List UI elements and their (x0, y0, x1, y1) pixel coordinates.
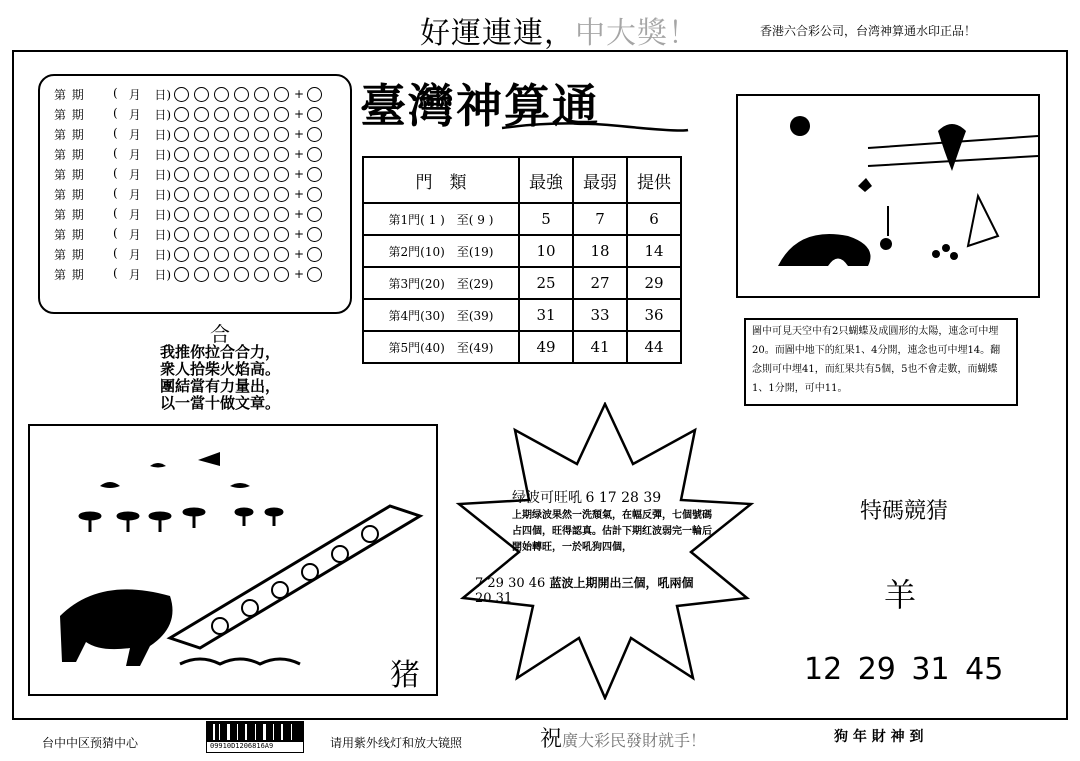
weak-cell: 7 (573, 203, 627, 235)
draw-row-label-part: 月 (128, 147, 141, 162)
draw-row-label-part: 期 (71, 187, 84, 202)
number-circle (234, 167, 249, 182)
poem-line: 衆人拾柴火焰高。 (160, 360, 281, 378)
draw-row-label-part: 第 (54, 207, 67, 222)
number-circle (194, 227, 209, 242)
number-circle (274, 167, 289, 182)
draw-row-label-part: 月 (128, 87, 141, 102)
draw-row-label-part: 第 (54, 247, 67, 262)
special-number-circle (307, 147, 322, 162)
special-number-circle (307, 187, 322, 202)
draw-row-label-part: 月 (128, 267, 141, 282)
draw-row (54, 204, 327, 224)
fruit-icon (880, 238, 892, 250)
draw-row-label-part: 第 (54, 107, 67, 122)
number-circle (274, 147, 289, 162)
weak-cell: 33 (573, 299, 627, 331)
table-row (363, 331, 681, 363)
plus-sign: + (294, 107, 305, 121)
draw-row-label-part: 期 (71, 207, 84, 222)
pig-label: 猪 (390, 658, 420, 693)
draw-row-label-part: 期 (71, 107, 84, 122)
number-circle (254, 167, 269, 182)
number-board (170, 506, 420, 648)
special-number-circle (307, 207, 322, 222)
number-circle (274, 267, 289, 282)
draw-row-label-part: ( (113, 125, 118, 140)
page-title: 臺灣神算通 (360, 79, 600, 133)
number-circle (234, 147, 249, 162)
draw-row-label-part: ( (113, 225, 118, 240)
draw-row-label-part: 日) (154, 127, 172, 142)
provide-cell: 6 (627, 203, 681, 235)
number-circle (194, 247, 209, 262)
number-circle (174, 167, 189, 182)
number-circle (234, 227, 249, 242)
number-circle (214, 267, 229, 282)
fruit-icon (942, 244, 950, 252)
dog-icon (778, 234, 871, 266)
draw-row-label-part: 期 (71, 167, 84, 182)
tema-label: 特碼競猜 (860, 499, 949, 524)
special-number-circle (307, 247, 322, 262)
fruit-icon (932, 250, 940, 258)
number-circle (214, 247, 229, 262)
footer-left: 台中中区预猜中心 (42, 736, 139, 750)
strong-cell: 5 (519, 203, 573, 235)
star-tail (475, 574, 695, 606)
draw-record-box (38, 74, 352, 314)
number-circle (194, 207, 209, 222)
draw-row-label-part: ( (113, 105, 118, 120)
weak-cell: 18 (573, 235, 627, 267)
draw-row-label-part: 期 (71, 227, 84, 242)
number-circle (254, 267, 269, 282)
number-circle (214, 227, 229, 242)
special-number-circle (307, 107, 322, 122)
poem-line: 團結當有力量出， (160, 377, 281, 395)
pig-icon (60, 589, 173, 666)
number-circle (174, 127, 189, 142)
draw-row-label (54, 226, 174, 243)
draw-row-label-part: ( (113, 245, 118, 260)
number-circle (274, 207, 289, 222)
tema-numbers: 12 29 31 45 (804, 652, 1004, 687)
header-weak: 最弱 (573, 157, 627, 203)
draw-row-label-part: 日) (154, 207, 172, 222)
number-circle (254, 187, 269, 202)
butterfly-icon (938, 124, 966, 171)
plus-sign: + (294, 87, 305, 101)
draw-row-label-part: 日) (154, 147, 172, 162)
riddle-illustration (736, 94, 1040, 298)
strong-cell: 49 (519, 331, 573, 363)
number-circle (254, 147, 269, 162)
number-circle (234, 187, 249, 202)
number-circle (254, 127, 269, 142)
footer-wish (540, 722, 706, 753)
draw-row-label-part: ( (113, 165, 118, 180)
number-circle (234, 87, 249, 102)
draw-row-label-part: 第 (54, 167, 67, 182)
range-cell: 第5門(40) 至(49) (363, 331, 519, 363)
draw-row-label (54, 146, 174, 163)
draw-row-label-part: 第 (54, 267, 67, 282)
number-circle (234, 107, 249, 122)
draw-row (54, 144, 327, 164)
range-cell: 第2門(10) 至(19) (363, 235, 519, 267)
number-circle (254, 227, 269, 242)
special-number-circle (307, 87, 322, 102)
draw-row (54, 104, 327, 124)
draw-row-label-part: 第 (54, 127, 67, 142)
number-circle (194, 267, 209, 282)
tree-row (80, 509, 282, 532)
star-tail-numbers: 7 29 30 46 (475, 576, 546, 591)
header-slogan-blurred: 中大獎！ (575, 16, 699, 51)
draw-row-label-part: 第 (54, 187, 67, 202)
draw-row-label (54, 206, 174, 223)
number-circle (274, 107, 289, 122)
tema-zodiac: 羊 (884, 576, 917, 614)
draw-row-label-part: 月 (128, 247, 141, 262)
star-body: 上期绿波果然一洗頹氣，在幅反彈，七個號碼占四個，旺得認真。估計下期红波弱完一輪后開始轉旺，一於吼狗四個， (512, 510, 712, 553)
draw-row (54, 264, 327, 284)
number-circle (214, 107, 229, 122)
special-number-circle (307, 267, 322, 282)
weak-cell: 27 (573, 267, 627, 299)
header-company: 香港六合彩公司，台湾神算通水印正品！ (760, 24, 977, 38)
table-row (363, 267, 681, 299)
number-circle (214, 127, 229, 142)
number-circle (194, 107, 209, 122)
strong-cell: 31 (519, 299, 573, 331)
number-circle (174, 147, 189, 162)
draw-row-label-part: 期 (71, 87, 84, 102)
number-circle (174, 87, 189, 102)
title-swash (500, 118, 690, 136)
footer-wish-rest: 廣大彩民發財就手！ (562, 731, 707, 750)
number-circle (174, 227, 189, 242)
draw-row-label-part: 月 (128, 107, 141, 122)
draw-row-label (54, 246, 174, 263)
number-circle (174, 107, 189, 122)
footer-uv-note: 请用紫外线灯和放大镜照 (330, 736, 463, 750)
number-circle (234, 127, 249, 142)
draw-row-label-part: 月 (128, 227, 141, 242)
provide-cell: 44 (627, 331, 681, 363)
draw-row-label (54, 106, 174, 123)
table-row (363, 203, 681, 235)
provide-cell: 29 (627, 267, 681, 299)
range-cell: 第4門(30) 至(39) (363, 299, 519, 331)
number-circle (174, 267, 189, 282)
draw-row-label-part: 期 (71, 267, 84, 282)
draw-row (54, 244, 327, 264)
number-circle (234, 207, 249, 222)
number-circle (194, 187, 209, 202)
provide-cell: 14 (627, 235, 681, 267)
number-circle (194, 87, 209, 102)
draw-row-label-part: 第 (54, 227, 67, 242)
plus-sign: + (294, 227, 305, 241)
draw-row-label-part: 日) (154, 267, 172, 282)
draw-row-label-part: 月 (128, 187, 141, 202)
star-text (512, 490, 712, 556)
draw-row (54, 184, 327, 204)
draw-row-label (54, 166, 174, 183)
number-circle (194, 127, 209, 142)
number-circle (214, 147, 229, 162)
special-number-circle (307, 227, 322, 242)
poem-line: 以一當十做文章。 (160, 394, 281, 412)
provide-cell: 36 (627, 299, 681, 331)
range-cell: 第3門(20) 至(29) (363, 267, 519, 299)
butterfly-icon (858, 178, 872, 192)
number-circle (194, 147, 209, 162)
plus-sign: + (294, 267, 305, 281)
draw-row-label-part: 日) (154, 107, 172, 122)
riddle-note: 圖中可見天空中有2只蝴蝶及成圓形的太陽，連念可中埋20。而圖中地下的紅果1、4分開，連念也可中埋14。翻念則可中埋41，而紅果共有5個，5也不會走數，而蝴蝶1、1分開，可中11。 (744, 318, 1018, 406)
draw-row-label-part: ( (113, 265, 118, 280)
footer-wish-prefix: 祝 (540, 727, 563, 752)
poem-title: 合 (210, 322, 230, 346)
odds-table (362, 156, 682, 364)
number-circle (254, 107, 269, 122)
special-number-circle (307, 127, 322, 142)
number-circle (274, 127, 289, 142)
draw-row-label-part: 日) (154, 247, 172, 262)
range-cell: 第1門( 1 ) 至( 9 ) (363, 203, 519, 235)
plus-sign: + (294, 147, 305, 161)
number-circle (214, 207, 229, 222)
number-circle (194, 167, 209, 182)
table-row (363, 299, 681, 331)
plus-sign: + (294, 207, 305, 221)
footer-right: 狗 年 財 神 到 (834, 729, 924, 745)
number-circle (254, 87, 269, 102)
sun-icon (790, 116, 810, 136)
header-category: 門 類 (363, 157, 519, 203)
star-tail-text: 蓝波上期開出三個，吼兩個 (549, 576, 694, 590)
odds-header-row (363, 157, 681, 203)
number-circle (214, 187, 229, 202)
star-heading: 绿波可旺吼 (512, 490, 582, 506)
plus-sign: + (294, 187, 305, 201)
fruit-icon (950, 252, 958, 260)
header-provide: 提供 (627, 157, 681, 203)
poem-line: 我推你拉合合力， (160, 343, 281, 361)
strong-cell: 25 (519, 267, 573, 299)
header-slogan-left: 好運連連， (420, 16, 575, 51)
number-circle (174, 207, 189, 222)
strong-cell: 10 (519, 235, 573, 267)
header-slogan (420, 8, 699, 52)
number-circle (174, 247, 189, 262)
draw-row-label-part: 月 (128, 207, 141, 222)
draw-row-label-part: 日) (154, 187, 172, 202)
number-circle (254, 247, 269, 262)
draw-row (54, 164, 327, 184)
draw-row-label-part: 第 (54, 87, 67, 102)
special-number-circle (307, 167, 322, 182)
draw-row-label-part: 日) (154, 87, 172, 102)
plus-sign: + (294, 247, 305, 261)
draw-row-label-part: 月 (128, 127, 141, 142)
number-circle (254, 207, 269, 222)
number-circle (234, 267, 249, 282)
star-tail-end: 20 31 (475, 591, 513, 606)
flag-icon (198, 452, 220, 466)
number-circle (214, 87, 229, 102)
draw-row-label (54, 266, 174, 283)
pig-illustration (28, 424, 438, 696)
number-circle (274, 227, 289, 242)
draw-row-label-part: ( (113, 205, 118, 220)
number-circle (234, 247, 249, 262)
table-row (363, 235, 681, 267)
draw-row-label-part: 期 (71, 247, 84, 262)
plus-sign: + (294, 127, 305, 141)
draw-row-label-part: 第 (54, 147, 67, 162)
draw-row (54, 84, 327, 104)
header-strong: 最強 (519, 157, 573, 203)
number-circle (174, 187, 189, 202)
number-circle (274, 247, 289, 262)
draw-row (54, 224, 327, 244)
number-circle (274, 187, 289, 202)
draw-row-label-part: 月 (128, 167, 141, 182)
draw-row-label (54, 86, 174, 103)
draw-row-label-part: ( (113, 145, 118, 160)
star-heading-numbers: 6 17 28 39 (585, 490, 662, 506)
draw-row-label-part: 期 (71, 147, 84, 162)
draw-row-label-part: 日) (154, 227, 172, 242)
number-circle (274, 87, 289, 102)
poem (160, 344, 280, 412)
plus-sign: + (294, 167, 305, 181)
barcode-digits: 09910D1206816A9 (210, 742, 274, 750)
draw-row-label-part: 日) (154, 167, 172, 182)
draw-row-label (54, 126, 174, 143)
weak-cell: 41 (573, 331, 627, 363)
number-circle (214, 167, 229, 182)
draw-row-label (54, 186, 174, 203)
draw-row-label-part: ( (113, 185, 118, 200)
draw-row-label-part: 期 (71, 127, 84, 142)
draw-row-label-part: ( (113, 85, 118, 100)
draw-row (54, 124, 327, 144)
